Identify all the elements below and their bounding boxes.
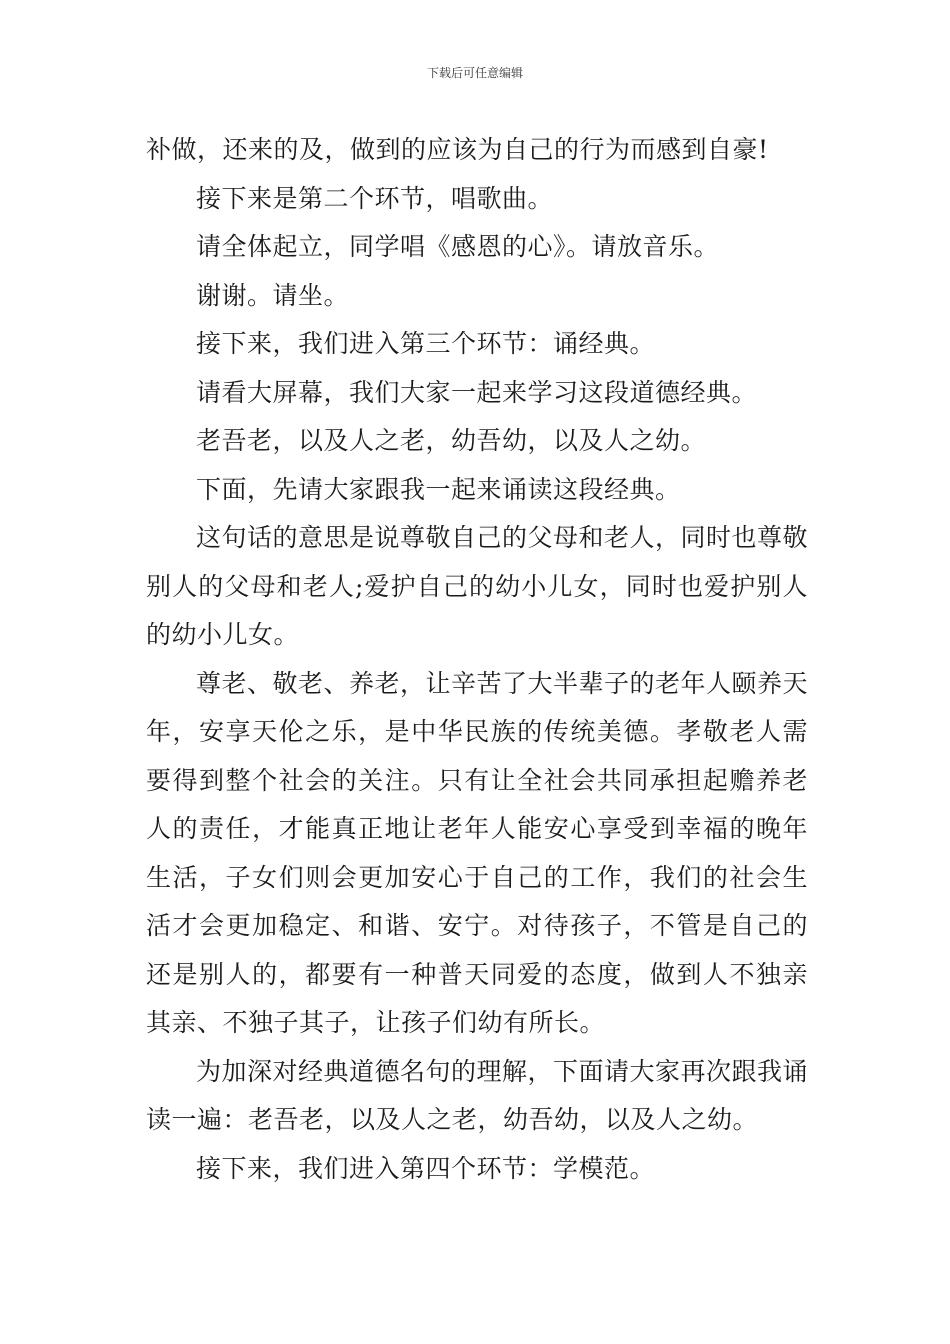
- paragraph: 为加深对经典道德名句的理解，下面请大家再次跟我诵读一遍：老吾老，以及人之老，幼吾幼，以及人之幼。: [146, 1056, 809, 1134]
- paragraph: 下面，先请大家跟我一起来诵读这段经典。: [196, 474, 681, 504]
- paragraph: 接下来，我们进入第四个环节：学模范。: [196, 1153, 656, 1183]
- paragraph: 接下来是第二个环节，唱歌曲。: [196, 183, 554, 213]
- paragraph: 尊老、敬老、养老，让辛苦了大半辈子的老年人颐养天年，安享天伦之乐，是中华民族的传统美德。孝敬老人需要得到整个社会的关注。只有让全社会共同承担起赡养老人的责任，才能真正地让老年人能安心享受到幸福的晚年生活，子女们则会更加安心于自己的工作，我们的社会生活才会更加稳定、和谐、安宁。对待孩子，不管是自己的还是别人的，都要有一种普天同爱的态度，做到人不独亲其亲、不独子其子，让孩子们幼有所长。: [146, 668, 809, 1037]
- paragraph: 请看大屏幕，我们大家一起来学习这段道德经典。: [196, 377, 758, 407]
- paragraph-continued: 补做，还来的及，做到的应该为自己的行为而感到自豪!: [146, 135, 769, 164]
- paragraph: 谢谢。请坐。: [196, 280, 350, 310]
- paragraph: 这句话的意思是说尊敬自己的父母和老人，同时也尊敬别人的父母和老人;爱护自己的幼小儿女，同时也爱护别人的幼小儿女。: [146, 523, 809, 649]
- document-body: [146, 126, 808, 1193]
- page-header: 下载后可任意编辑: [426, 66, 523, 80]
- paragraph: 老吾老，以及人之老，幼吾幼，以及人之幼。: [196, 426, 707, 455]
- paragraph: 请全体起立，同学唱《感恩的心》。请放音乐。: [196, 232, 720, 261]
- paragraph: 接下来，我们进入第三个环节：诵经典。: [196, 329, 656, 358]
